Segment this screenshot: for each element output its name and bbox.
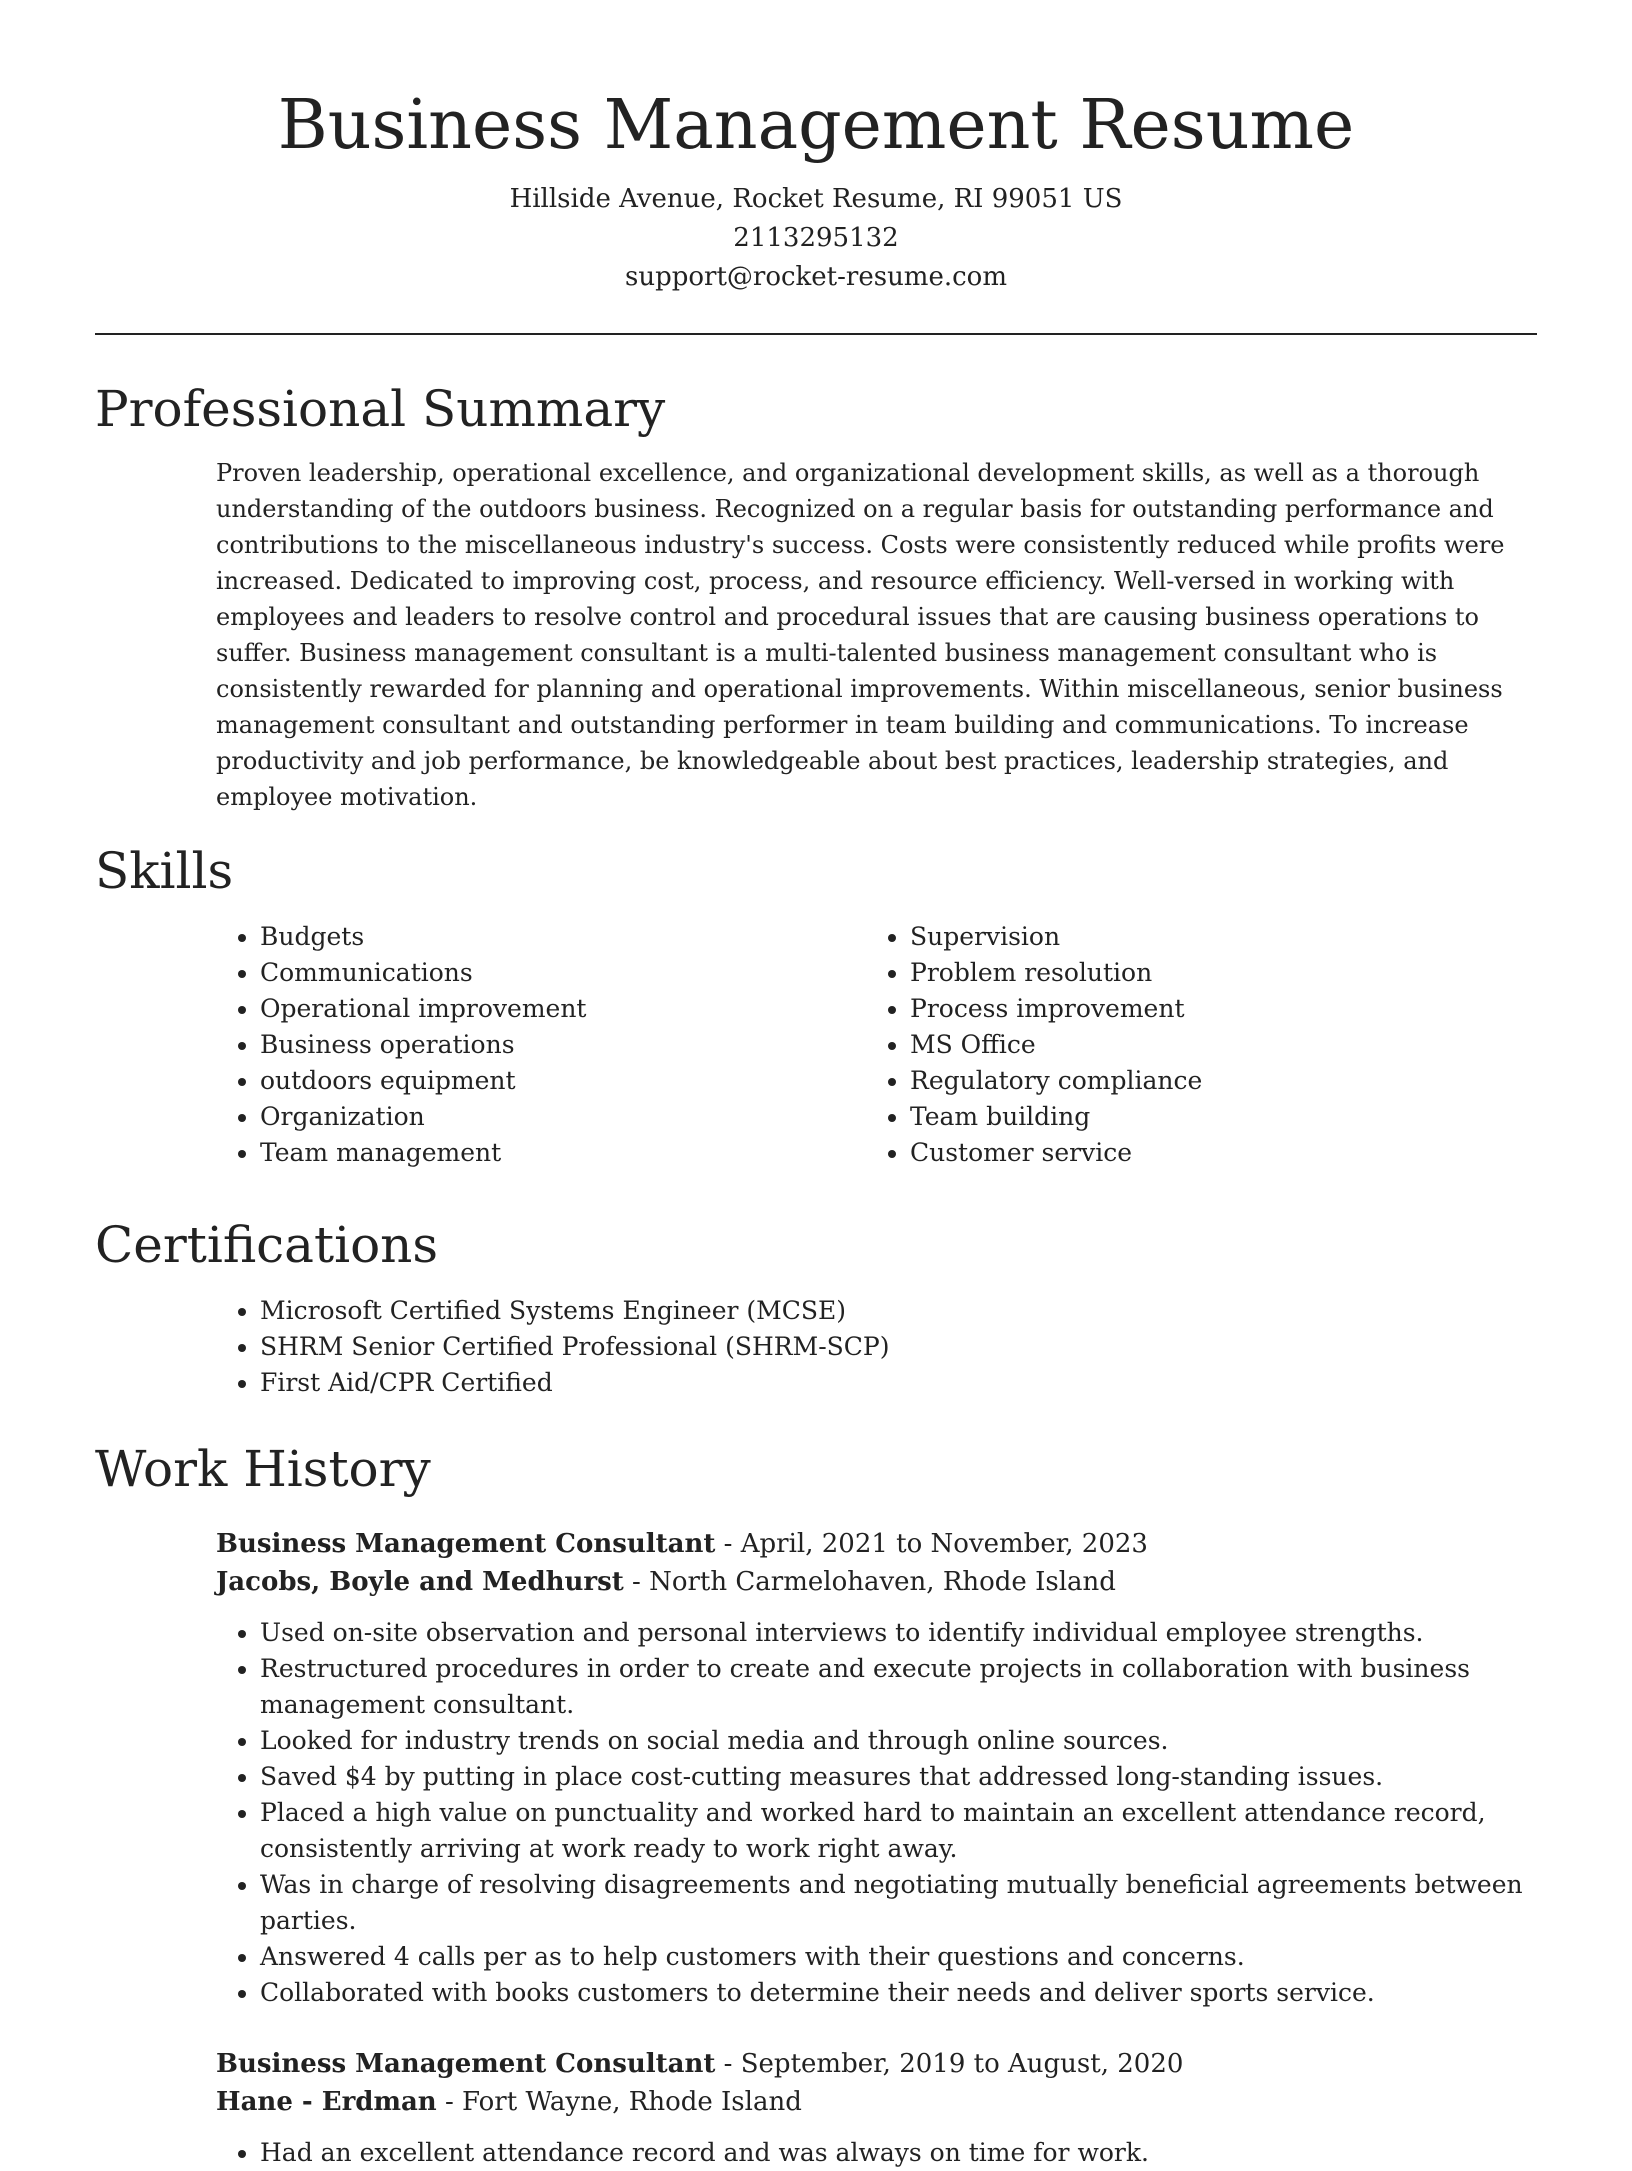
certification-item: • SHRM Senior Certified Professional (SHRM-SCP) xyxy=(260,1329,1537,1365)
certification-item: • Microsoft Certified Systems Engineer (MCSE) xyxy=(260,1293,1537,1329)
job-title-line xyxy=(216,1525,1537,1563)
skills-list-right xyxy=(866,919,1516,1171)
job-bullet-list xyxy=(216,1615,1537,2011)
skill-item: • Budgets xyxy=(260,919,866,955)
summary-paragraph: Proven leadership, operational excellence, and organizational development skills, as well as a thorough understanding of the outdoors business. Recognized on a regular basis for outstanding performance and contributions to the miscellaneous industry's success. Costs were consistently reduced while profits were increased. Dedicated to improving cost, process, and resource efficiency. Well-versed in working with employees and leaders to resolve control and procedural issues that are causing business operations to suffer. Business management consultant is a multi-talented business management consultant who is consistently rewarded for planning and operational improvements. Within miscellaneous, senior business management consultant and outstanding performer in team building and communications. To increase productivity and job performance, be knowledgeable about best practices, leadership strategies, and employee motivation. xyxy=(216,459,1505,811)
certifications-list xyxy=(216,1293,1537,1401)
header-divider xyxy=(95,333,1537,335)
certifications-block xyxy=(216,1293,1537,1401)
job-company: Jacobs, Boyle and Medhurst xyxy=(216,1567,624,1597)
skill-item: • Business operations xyxy=(260,1027,866,1063)
job-bullets xyxy=(216,2135,1537,2171)
skills-grid xyxy=(216,919,1537,1171)
summary-heading: Professional Summary xyxy=(95,380,666,438)
job-location: - Fort Wayne, Rhode Island xyxy=(436,2087,802,2117)
job-bullet: • Answered 4 calls per as to help customers with their questions and concerns. xyxy=(260,1939,1537,1975)
skill-item: • Problem resolution xyxy=(910,955,1516,991)
job-bullet: • Restructured procedures in order to create and execute projects in collaboration with business management consultant. xyxy=(260,1651,1537,1723)
job-entry xyxy=(216,1525,1537,2011)
skill-item: • Organization xyxy=(260,1099,866,1135)
phone-text: 2113295132 xyxy=(733,223,899,253)
job-dates: - September, 2019 to August, 2020 xyxy=(715,2049,1184,2079)
address-text: Hillside Avenue, Rocket Resume, RI 99051 US xyxy=(509,184,1123,214)
job-company-line xyxy=(216,1563,1537,1601)
job-bullet: • Had an excellent attendance record and was always on time for work. xyxy=(260,2135,1537,2171)
resume-title: Business Management Resume xyxy=(277,86,1355,165)
resume-header xyxy=(95,0,1537,297)
job-title-line xyxy=(216,2045,1537,2083)
job-company: Hane - Erdman xyxy=(216,2087,437,2117)
work-history-heading: Work History xyxy=(95,1440,431,1498)
job-bullets xyxy=(216,1615,1537,2011)
job-bullet: • Used on-site observation and personal interviews to identify individual employee strengths. xyxy=(260,1615,1537,1651)
job-company-line xyxy=(216,2083,1537,2121)
skill-item: • Operational improvement xyxy=(260,991,866,1027)
skills-list-left xyxy=(216,919,866,1171)
skill-item: • Communications xyxy=(260,955,866,991)
job-bullet: • Was in charge of resolving disagreements and negotiating mutually beneficial agreements between parties. xyxy=(260,1867,1537,1939)
job-bullet-list xyxy=(216,2135,1537,2171)
skill-item: • Customer service xyxy=(910,1135,1516,1171)
job-entry xyxy=(216,2045,1537,2171)
certifications-heading: Certifications xyxy=(95,1216,439,1274)
skills-heading: Skills xyxy=(95,842,234,900)
skill-item: • Regulatory compliance xyxy=(910,1063,1516,1099)
job-location: - North Carmelohaven, Rhode Island xyxy=(623,1567,1116,1597)
certification-item: • First Aid/CPR Certified xyxy=(260,1365,1537,1401)
skills-column-right xyxy=(866,919,1516,1171)
skill-item: • Team building xyxy=(910,1099,1516,1135)
job-role: Business Management Consultant xyxy=(216,2049,716,2079)
job-dates: - April, 2021 to November, 2023 xyxy=(715,1529,1148,1559)
job-role: Business Management Consultant xyxy=(216,1529,716,1559)
job-bullet: • Looked for industry trends on social media and through online sources. xyxy=(260,1723,1537,1759)
job-bullet: • Placed a high value on punctuality and worked hard to maintain an excellent attendance record, consistently arriving at work ready to work right away. xyxy=(260,1795,1537,1867)
email-text: support@rocket-resume.com xyxy=(624,262,1007,292)
skill-item: • MS Office xyxy=(910,1027,1516,1063)
skill-item: • Team management xyxy=(260,1135,866,1171)
job-bullet: • Saved $4 by putting in place cost-cutting measures that addressed long-standing issues. xyxy=(260,1759,1537,1795)
job-bullet: • Collaborated with books customers to determine their needs and deliver sports service. xyxy=(260,1975,1537,2011)
skills-column-left xyxy=(216,919,866,1171)
skill-item: • Supervision xyxy=(910,919,1516,955)
skill-item: • Process improvement xyxy=(910,991,1516,1027)
skill-item: • outdoors equipment xyxy=(260,1063,866,1099)
